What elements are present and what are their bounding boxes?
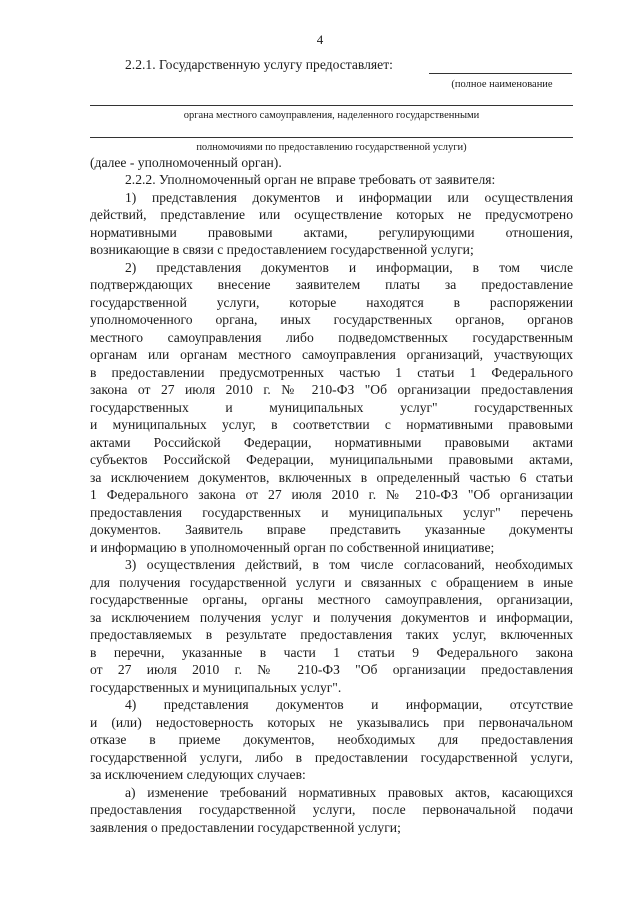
text-line: 4) представления документов и информации, отсутствие <box>125 697 573 712</box>
text-line: и муниципальных услуг, в соответствии с нормативными правовыми <box>90 417 573 432</box>
text-line: от 27 июля 2010 г. № 210-ФЗ "Об организации предоставления <box>90 662 573 677</box>
text-line: за исключением документов, включенных в определенный частью 6 статьи <box>90 470 573 485</box>
text-line: и информацию в уполномоченный орган по собственной инициативе; <box>90 540 495 555</box>
text-line: за исключением следующих случаев: <box>90 767 306 782</box>
text-line: в перечни, указанные в части 1 статьи 9 Федерального закона <box>90 645 573 660</box>
text-line: подтверждающих внесение заявителем платы за предоставление <box>90 277 573 292</box>
text-line: возникающие в связи с предоставлением государственной услуги; <box>90 242 474 257</box>
text-line: 3) осуществления действий, в том числе согласований, необходимых <box>125 557 573 572</box>
text-line: предоставляемых в результате предоставления таких услуг, включенных <box>90 627 573 642</box>
clause-2-2-1: 2.2.1. Государственную услугу предоставляет: <box>125 57 393 72</box>
text-line: государственной услуги, либо в предоставлении государственной услуги, <box>90 750 573 765</box>
text-line: действий, представление или осуществление которых не предусмотрено <box>90 207 573 222</box>
designation-line: (далее - уполномоченный орган). <box>90 155 282 170</box>
text-line: государственные органы, органы местного самоуправления, организации, <box>90 592 573 607</box>
text-line: государственных и муниципальных услуг". <box>90 680 342 695</box>
text-line: государственной услуги, которые находятся в распоряжении <box>90 295 573 310</box>
text-line: государственных и муниципальных услуг" государственных <box>90 400 573 415</box>
text-line: местного самоуправления либо подведомственных государственным <box>90 330 573 345</box>
clause-2-2-2: 2.2.2. Уполномоченный орган не вправе требовать от заявителя: <box>125 172 496 187</box>
text-line: 1 Федерального закона от 27 июля 2010 г. № 210-ФЗ "Об организации <box>90 487 573 502</box>
text-line: за исключением получения услуг и получения документов и информации, <box>90 610 573 625</box>
text-line: уполномоченного органа, иных государственных органов, органов <box>90 312 573 327</box>
field-note-3: полномочиями по предоставлению государственной услуги) <box>196 142 467 153</box>
fill-in-line <box>90 137 573 138</box>
fill-in-line <box>90 105 573 106</box>
text-line: для получения государственной услуги и связанных с обращением в иные <box>90 575 573 590</box>
text-line: актами Российской Федерации, нормативными правовыми актами <box>90 435 573 450</box>
text-line: заявления о предоставлении государственной услуги; <box>90 820 401 835</box>
text-line: органам или органам местного самоуправления организаций, участвующих <box>90 347 573 362</box>
field-note-1: (полное наименование <box>451 79 553 90</box>
text-line: нормативными правовыми актами, регулирующими отношения, <box>90 225 573 240</box>
field-note-2: органа местного самоуправления, наделенного государственными <box>183 110 480 121</box>
text-line: и (или) недостоверность которых не указывались при первоначальном <box>90 715 573 730</box>
text-line: закона от 27 июля 2010 г. № 210-ФЗ "Об организации предоставления <box>90 382 573 397</box>
text-line: документов. Заявитель вправе представить указанные документы <box>90 522 573 537</box>
text-line: а) изменение требований нормативных правовых актов, касающихся <box>125 785 573 800</box>
text-line: предоставления государственной услуги, после первоначальной подачи <box>90 802 573 817</box>
page-number: 4 <box>316 32 324 47</box>
text-line: отказе в приеме документов, необходимых для предоставления <box>90 732 573 747</box>
text-line: предоставления государственных и муниципальных услуг" перечень <box>90 505 573 520</box>
text-line: субъектов Российской Федерации, муниципальными правовыми актами, <box>90 452 573 467</box>
text-line: 1) представления документов и информации или осуществления <box>125 190 573 205</box>
fill-in-line <box>429 73 572 74</box>
text-line: 2) представления документов и информации, в том числе <box>125 260 573 275</box>
text-line: в предоставлении предусмотренных частью 1 статьи 1 Федерального <box>90 365 573 380</box>
